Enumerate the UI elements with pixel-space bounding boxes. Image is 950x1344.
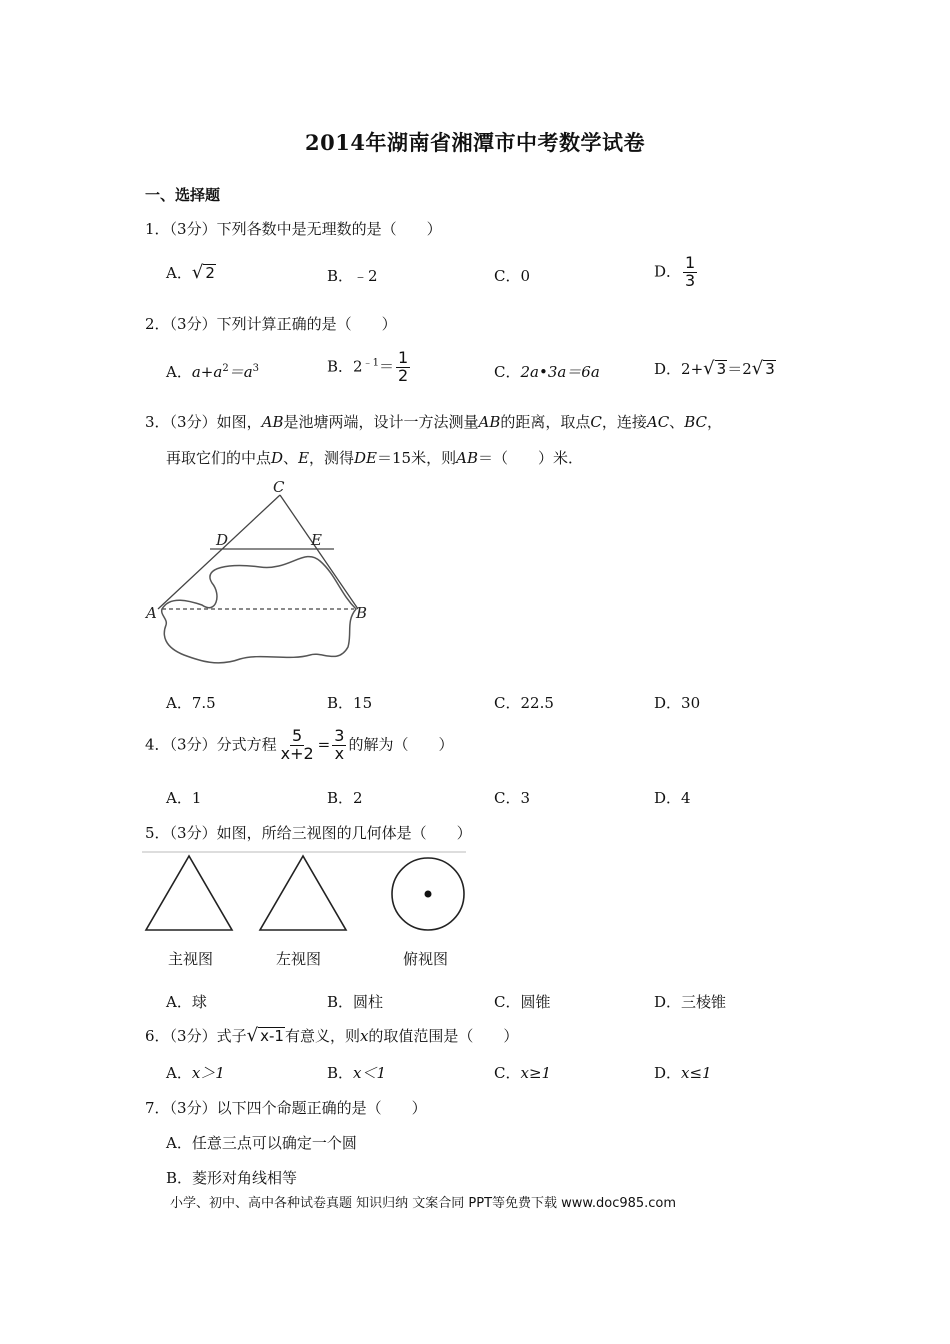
q5-option-a: A．球 — [166, 993, 207, 1011]
q3-option-c: C．22.5 — [494, 694, 554, 712]
question-4: 4．（3分）分式方程 $\frac{5}{x+2}$ = $\frac{3}{x}$ 的解为（ ） — [145, 726, 454, 763]
question-3-line-1: 3．（3分）如图，AB是池塘两端，设计一方法测量AB的距离，取点C，连接AC、BC， — [145, 413, 722, 431]
question-3-line-2: 再取它们的中点D、E，测得DE＝15米，则AB＝（ ）米． — [166, 449, 583, 467]
line-ca — [158, 495, 280, 609]
question-5: 5．（3分）如图，所给三视图的几何体是（ ） — [145, 824, 472, 842]
top-view-center-dot — [425, 891, 432, 898]
q2-option-d: D．2+√ 3＝2√ 3 — [654, 358, 775, 379]
q3-option-a: A．7.5 — [166, 694, 216, 712]
figure-label-b: B — [356, 604, 368, 622]
view-label-side: 左视图 — [276, 950, 322, 968]
figure-label-a: A — [146, 604, 157, 622]
q5-option-b: B．圆柱 — [327, 993, 384, 1011]
section-heading: 一、选择题 — [145, 186, 221, 204]
q6-option-c: C．x≥1 — [494, 1064, 552, 1082]
question-2: 2．（3分）下列计算正确的是（ ） — [145, 315, 397, 333]
q1-option-b: B．﹣2 — [327, 267, 378, 285]
line-cb — [280, 495, 358, 609]
q7-option-b: B．菱形对角线相等 — [166, 1169, 298, 1187]
q7-option-a: A．任意三点可以确定一个圆 — [166, 1134, 357, 1152]
footer-ad: 小学、初中、高中各种试卷真题 知识归纳 文案合同 PPT等免费下载 www.doc985.com — [170, 1196, 677, 1211]
view-label-top: 俯视图 — [403, 950, 449, 968]
figure-label-e: E — [311, 531, 322, 549]
q4-option-b: B．2 — [327, 789, 363, 807]
q2-option-b: B．$2^{﹣1}=$ $\frac{1}{2}$ — [327, 348, 409, 385]
pond-figure — [140, 475, 380, 675]
figure-label-d: D — [216, 531, 229, 549]
q4-option-a: A．1 — [166, 789, 202, 807]
q4-option-d: D．4 — [654, 789, 691, 807]
front-view-triangle — [146, 856, 232, 930]
q5-option-c: C．圆锥 — [494, 993, 551, 1011]
three-views-figure — [142, 850, 468, 940]
question-6: 6．（3分）式子√ x-1有意义，则x的取值范围是（ ） — [145, 1025, 519, 1046]
q1-option-d: D． $\frac{1}{3}$ — [654, 253, 696, 290]
figure-label-c: C — [273, 478, 285, 496]
q2-option-c: C．2a•3a＝6a — [494, 363, 600, 381]
view-label-front: 主视图 — [168, 950, 214, 968]
question-7: 7．（3分）以下四个命题正确的是（ ） — [145, 1099, 427, 1117]
q6-option-b: B．x＜1 — [327, 1064, 387, 1082]
pond-outline — [162, 557, 356, 663]
q1-option-c: C．0 — [494, 267, 531, 285]
q5-option-d: D．三棱锥 — [654, 993, 727, 1011]
q2-option-a: A．$a+a^2=a^3$ — [166, 363, 260, 381]
side-view-triangle — [260, 856, 346, 930]
q1-option-a: A．√ 2 — [166, 262, 215, 283]
page-title: 2014年湖南省湘潭市中考数学试卷 — [305, 130, 645, 155]
question-1: 1．（3分）下列各数中是无理数的是（ ） — [145, 220, 442, 238]
q6-option-d: D．x≤1 — [654, 1064, 712, 1082]
q3-option-d: D．30 — [654, 694, 701, 712]
q3-option-b: B．15 — [327, 694, 373, 712]
q6-option-a: A．x＞1 — [166, 1064, 225, 1082]
q4-option-c: C．3 — [494, 789, 531, 807]
